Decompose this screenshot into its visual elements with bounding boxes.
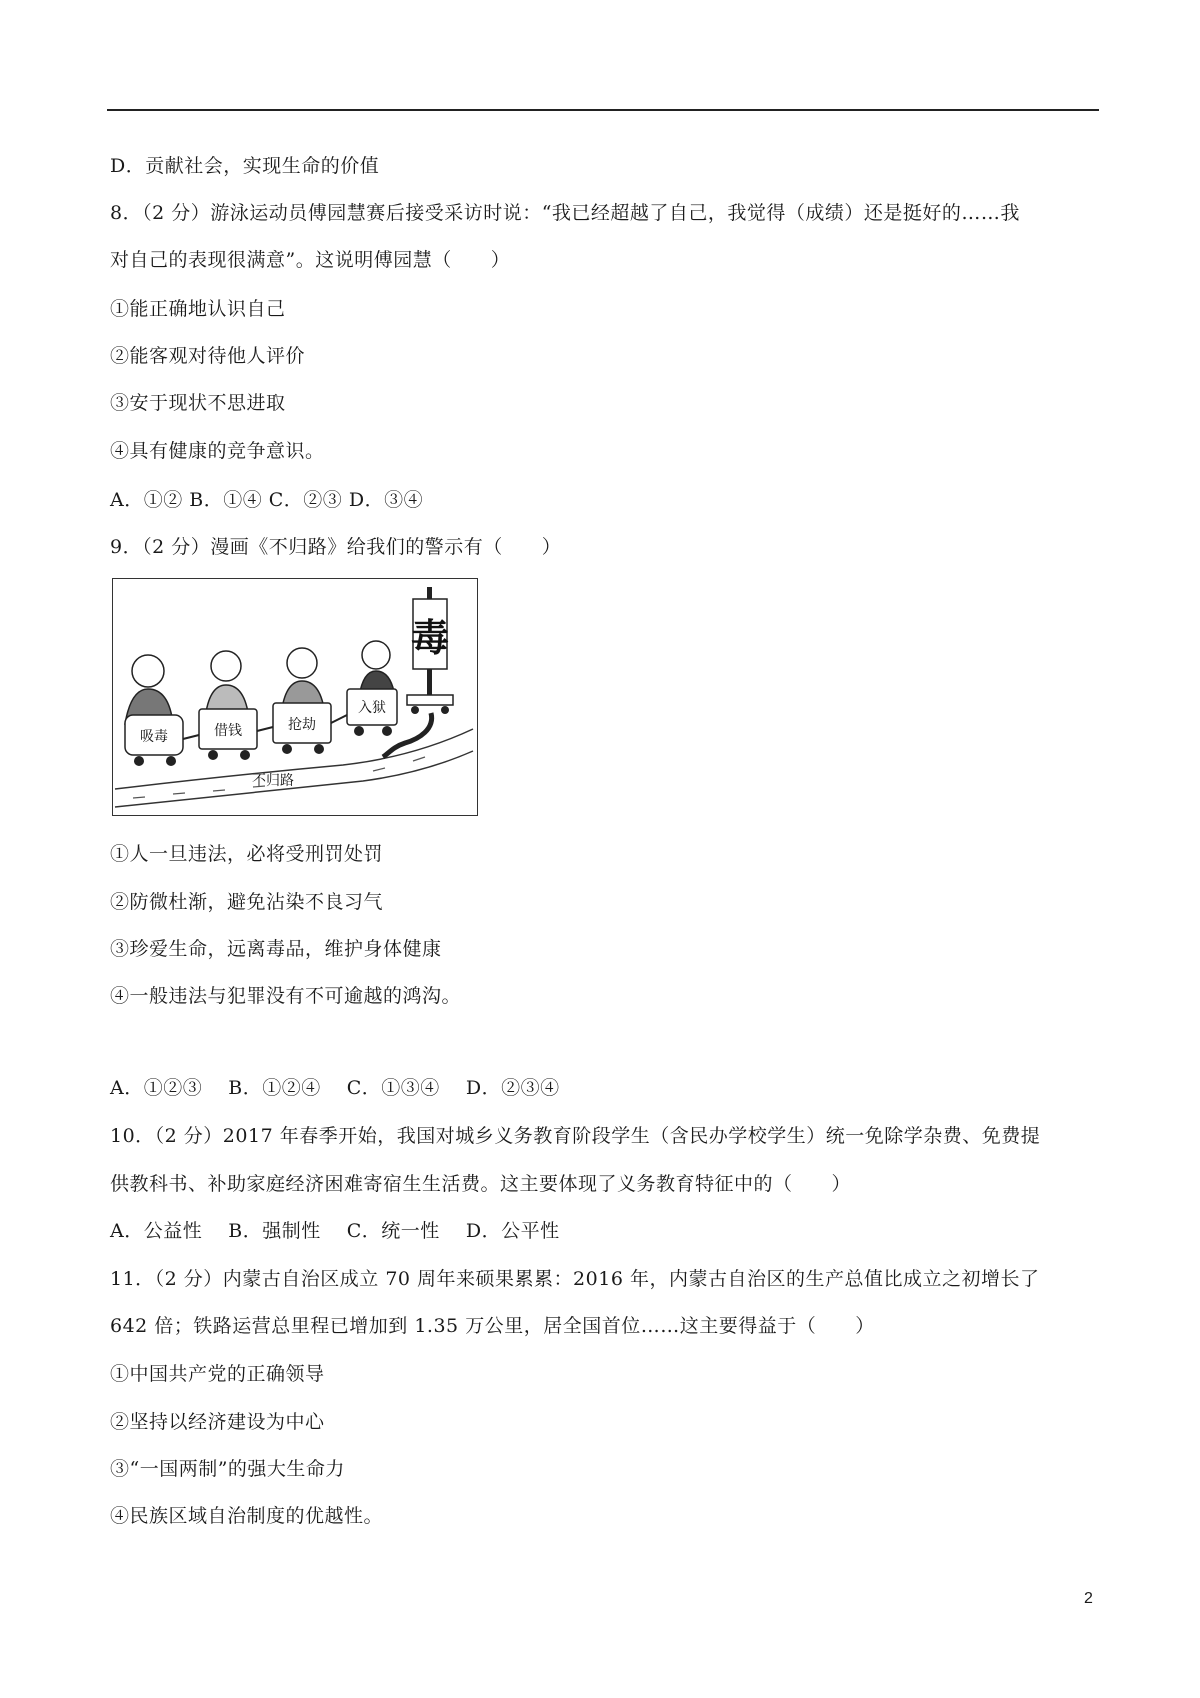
option-d-q7: D．贡献社会，实现生命的价值 [110, 155, 380, 177]
q11-statement-3: ③“一国两制”的强大生命力 [110, 1458, 345, 1480]
q11-statement-4: ④民族区域自治制度的优越性。 [110, 1505, 384, 1527]
header-rule [107, 109, 1099, 111]
q9-statement-3: ③珍爱生命，远离毒品，维护身体健康 [110, 938, 442, 960]
question-8-line-2: 对自己的表现很满意”。这说明傅园慧（ ） [110, 249, 511, 271]
cartoon-image [112, 578, 478, 816]
question-11-line-1: 11．（2 分）内蒙古自治区成立 70 周年来硕果累累：2016 年，内蒙古自治区的生产总值比成立之初增长了 [110, 1268, 1040, 1290]
wagon-label-2: 借钱 [214, 723, 242, 739]
q8-statement-4: ④具有健康的竞争意识。 [110, 440, 325, 462]
road-label: 不归路 [252, 773, 294, 789]
q10-options: A．公益性 B．强制性 C．统一性 D．公平性 [110, 1220, 560, 1242]
wagon-label-3: 抢劫 [288, 717, 316, 733]
q8-statement-1: ①能正确地认识自己 [110, 298, 286, 320]
question-8-line-1: 8．（2 分）游泳运动员傅园慧赛后接受采访时说：“我已经超越了自己，我觉得（成绩）还是挺好的……我 [110, 202, 1020, 224]
q9-options: A．①②③ B．①②④ C．①③④ D．②③④ [110, 1077, 560, 1099]
q8-statement-2: ②能客观对待他人评价 [110, 345, 306, 367]
q9-statement-1: ①人一旦违法，必将受刑罚处罚 [110, 843, 384, 865]
wagon-label-4: 入狱 [358, 700, 386, 716]
question-10-line-1: 10．（2 分）2017 年春季开始，我国对城乡义务教育阶段学生（含民办学校学生）统一免除学杂费、免费提 [110, 1125, 1041, 1147]
wagon-label-1: 吸毒 [140, 729, 168, 745]
q9-statement-4: ④一般违法与犯罪没有不可逾越的鸿沟。 [110, 985, 462, 1007]
question-9: 9．（2 分）漫画《不归路》给我们的警示有（ ） [110, 536, 562, 558]
q8-options: A．①② B．①④ C．②③ D．③④ [110, 489, 424, 511]
poison-char: 毒 [410, 616, 450, 660]
page-number: 2 [1084, 1590, 1093, 1607]
q8-statement-3: ③安于现状不思进取 [110, 392, 286, 414]
q11-statement-2: ②坚持以经济建设为中心 [110, 1411, 325, 1433]
q11-statement-1: ①中国共产党的正确领导 [110, 1363, 325, 1385]
question-11-line-2: 642 倍；铁路运营总里程已增加到 1.35 万公里，居全国首位……这主要得益于（ ） [110, 1315, 875, 1337]
q9-statement-2: ②防微杜渐，避免沾染不良习气 [110, 891, 384, 913]
question-10-line-2: 供教科书、补助家庭经济困难寄宿生生活费。这主要体现了义务教育特征中的（ ） [110, 1173, 852, 1195]
